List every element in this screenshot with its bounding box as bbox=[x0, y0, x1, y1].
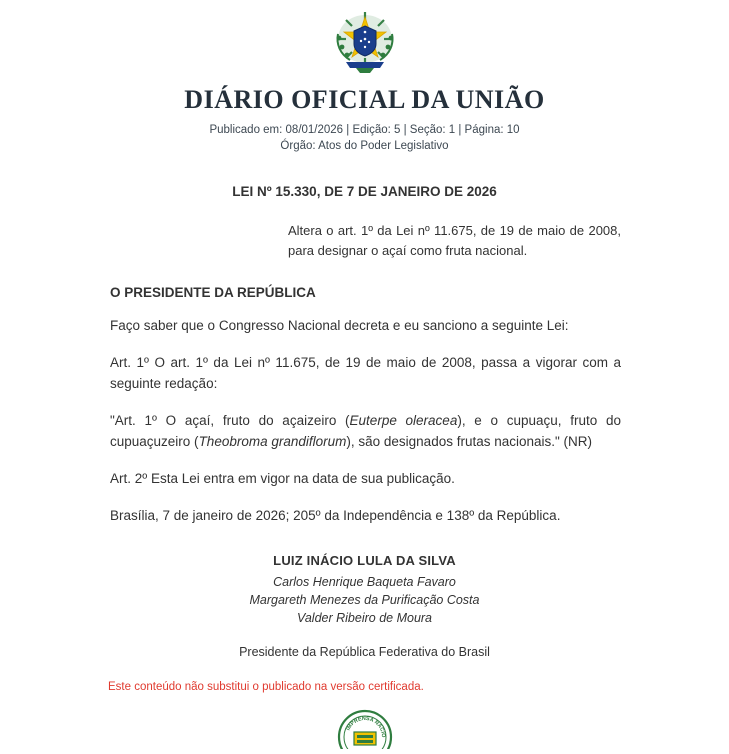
quoted-part-3: ), são designados frutas nacionais." (NR) bbox=[346, 433, 593, 449]
preamble-heading: O PRESIDENTE DA REPÚBLICA bbox=[110, 285, 316, 301]
paragraph-quoted-article bbox=[108, 411, 621, 453]
quoted-part-1: "Art. 1º O açaí, fruto do açaizeiro ( bbox=[110, 413, 350, 429]
quoted-part-2: ), e o cupuaçu, fruto do cupuaçuzeiro ( bbox=[110, 413, 621, 449]
signature-block bbox=[108, 553, 621, 659]
organ-label: Órgão: Atos do Poder Legislativo bbox=[280, 140, 449, 152]
disclaimer-note: Este conteúdo não substitui o publicado na versão certificada. bbox=[108, 681, 424, 694]
paragraph-article-2: Art. 2º Esta Lei entra em vigor na data de sua publicação. bbox=[110, 470, 455, 486]
coat-of-arms-container bbox=[0, 0, 729, 81]
seal-container bbox=[0, 709, 729, 754]
signature-role: Presidente da República Federativa do Brasil bbox=[239, 645, 490, 660]
law-summary: Altera o art. 1º da Lei nº 11.675, de 19 de maio de 2008, para designar o açaí como fruta nacional. bbox=[288, 223, 621, 259]
page-title: DIÁRIO OFICIAL DA UNIÃO bbox=[184, 85, 545, 114]
paragraph-sanction: Faço saber que o Congresso Nacional decreta e eu sanciono a seguinte Lei: bbox=[110, 318, 569, 334]
signature-president: LUIZ INÁCIO LULA DA SILVA bbox=[273, 552, 456, 568]
publication-meta: Publicado em: 08/01/2026 | Edição: 5 | Seção: 1 | Página: 10 bbox=[209, 124, 520, 136]
quoted-italic-1: Euterpe oleracea bbox=[349, 413, 458, 429]
brazil-coat-of-arms-icon bbox=[326, 8, 404, 76]
imprensa-nacional-seal-icon bbox=[330, 709, 400, 749]
document-content bbox=[0, 184, 729, 693]
signature-minister: Carlos Henrique Baqueta Favaro bbox=[273, 574, 456, 589]
law-heading: LEI Nº 15.330, DE 7 DE JANEIRO DE 2026 bbox=[232, 184, 497, 199]
svg-text:IMPRENSA NACIONAL: IMPRENSA NACIO bbox=[345, 716, 386, 738]
signature-ministers bbox=[108, 573, 621, 627]
paragraph-place-date: Brasília, 7 de janeiro de 2026; 205º da Independência e 138º da República. bbox=[110, 507, 561, 523]
signature-minister: Valder Ribeiro de Moura bbox=[296, 610, 433, 625]
paragraph-article-1: Art. 1º O art. 1º da Lei nº 11.675, de 19 de maio de 2008, passa a vigorar com a seguinte redação: bbox=[110, 355, 621, 392]
quoted-italic-2: Theobroma grandiflorum bbox=[198, 433, 347, 449]
signature-minister: Margareth Menezes da Purificação Costa bbox=[249, 592, 480, 607]
